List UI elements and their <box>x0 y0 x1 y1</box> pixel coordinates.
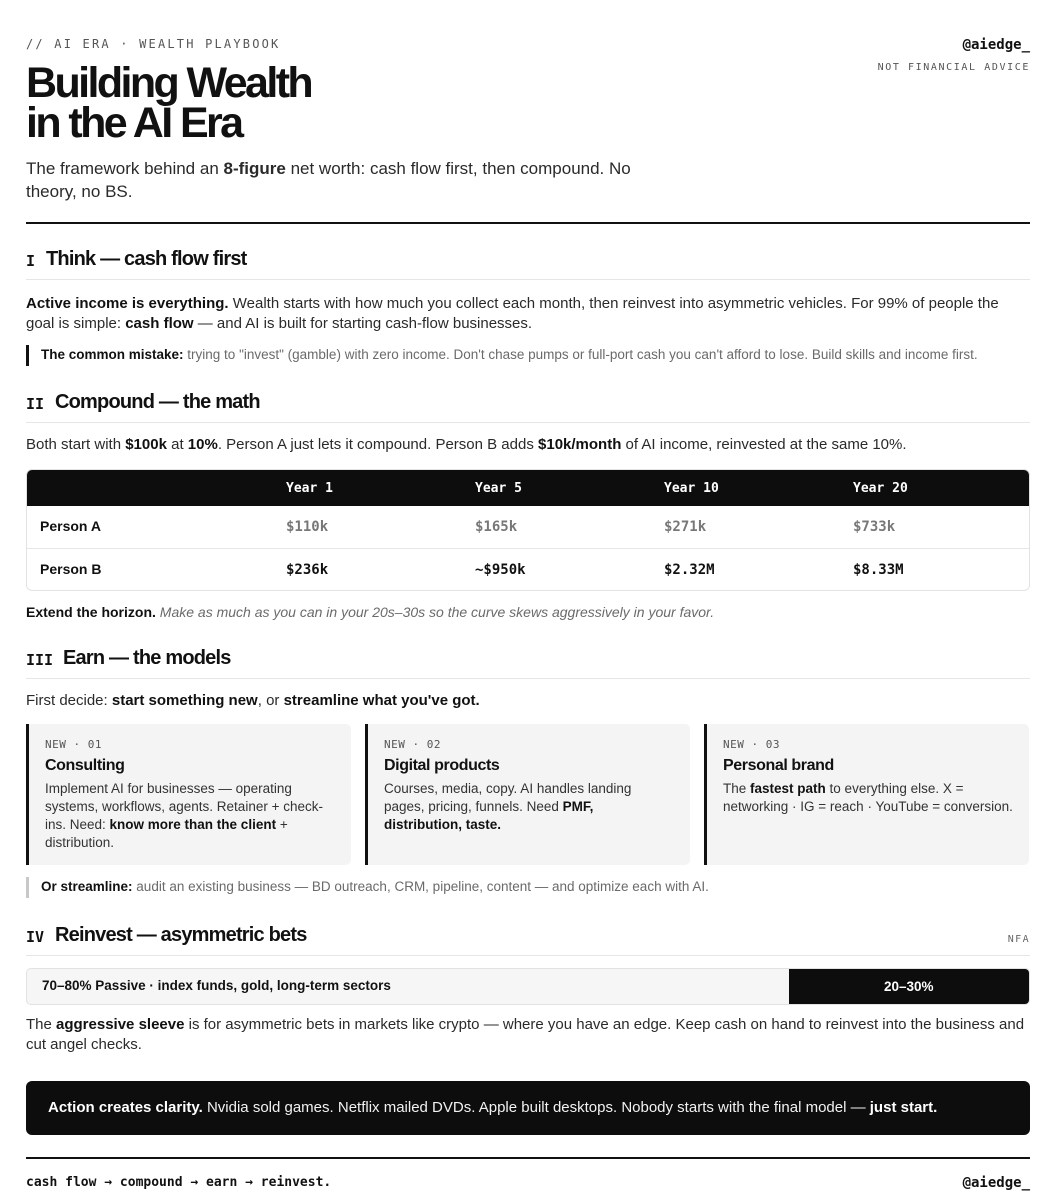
text: Wealth starts with how much you collect each month, then reinvest into asymmetric vehicles. For 99% of people the goal is simple: <box>26 295 999 332</box>
callout-label: The common mistake: <box>41 347 184 362</box>
text: at <box>166 436 188 453</box>
section-heading-compound <box>26 393 1030 423</box>
banner-text: Nvidia sold games. Netflix mailed DVDs. Apple built desktops. Nobody starts with the final model — <box>202 1099 870 1116</box>
card-title: Digital products <box>384 757 500 774</box>
section-number: III <box>26 651 54 669</box>
title-line-1: Building Wealth <box>26 59 312 107</box>
text: — and AI is built for starting cash-flow businesses. <box>193 315 533 332</box>
passive-allocation: 70–80% Passive · index funds, gold, long-term sectors <box>42 978 391 993</box>
column-header: Year 20 <box>853 481 908 496</box>
table-row <box>27 549 1029 591</box>
aggressive-allocation: 20–30% <box>789 969 1029 1004</box>
row-label: Person B <box>40 561 102 577</box>
footer-tagline: cash flow → compound → earn → reinvest. <box>26 1175 332 1190</box>
section-title: Think — cash flow first <box>46 248 247 270</box>
text: to everything else. X = networking · IG = reach · YouTube = conversion. <box>723 781 1013 814</box>
header-divider <box>26 222 1030 224</box>
section-heading-earn <box>26 649 1030 679</box>
card-tag: NEW · 03 <box>723 738 780 751</box>
allocation-bar <box>26 968 1030 1005</box>
reinvest-paragraph <box>26 1015 1030 1055</box>
action-banner <box>26 1081 1030 1135</box>
card-body <box>45 780 335 852</box>
subtitle-highlight: 8-figure <box>223 159 286 178</box>
text: + distribution. <box>45 817 288 850</box>
column-header: Year 10 <box>664 481 719 496</box>
emphasis: PMF, distribution, taste. <box>384 799 594 832</box>
text: of AI income, reinvested at the same 10%. <box>621 436 907 453</box>
emphasis: just start. <box>869 1099 938 1116</box>
card-body <box>723 780 1013 816</box>
column-header: Year 1 <box>286 481 333 496</box>
model-card-personal-brand <box>704 724 1029 865</box>
callout-text: trying to "invest" (gamble) with zero income. Don't chase pumps or full-port cash you can't afford to lose. Build skills and income first. <box>183 347 978 362</box>
horizon-note <box>26 603 1030 621</box>
table-cell: $271k <box>664 519 707 535</box>
text: First decide: <box>26 692 112 709</box>
section-title: Compound — the math <box>55 391 260 413</box>
emphasis: streamline what you've got. <box>283 692 480 709</box>
callout-text: audit an existing business — BD outreach, CRM, pipeline, content — and optimize each with AI. <box>132 879 709 894</box>
table-cell: $2.32M <box>664 562 715 578</box>
model-card-digital-products <box>365 724 690 865</box>
footer-handle[interactable]: @aiedge_ <box>962 1175 1030 1191</box>
table-cell: $733k <box>853 519 896 535</box>
table-row <box>27 506 1029 549</box>
emphasis: Active income is everything. <box>26 295 229 312</box>
model-card-consulting <box>26 724 351 865</box>
emphasis: 10% <box>187 436 218 453</box>
emphasis: know more than the client <box>109 817 277 832</box>
text: Courses, media, copy. AI handles landing pages, pricing, funnels. Need <box>384 781 632 814</box>
emphasis: Action creates clarity. <box>48 1099 203 1116</box>
table-header <box>27 470 1029 506</box>
title-line-2: in the AI Era <box>26 99 242 147</box>
text: is for asymmetric bets in markets like crypto — where you have an edge. Keep cash on hand to reinvest into the business and cut angel checks. <box>26 1016 1025 1053</box>
section-number: IV <box>26 928 45 946</box>
text: . Person A just lets it compound. Person B adds <box>217 436 539 453</box>
section-heading-reinvest <box>26 926 1030 956</box>
emphasis: $10k/month <box>538 436 622 453</box>
text: , or <box>257 692 284 709</box>
card-body <box>384 780 674 834</box>
streamline-callout <box>26 877 1030 898</box>
emphasis: aggressive sleeve <box>56 1016 185 1033</box>
section-title: Earn — the models <box>63 647 231 669</box>
nfa-tag: NFA <box>1007 934 1030 945</box>
card-tag: NEW · 02 <box>384 738 441 751</box>
page-title <box>26 59 446 147</box>
emphasis: cash flow <box>125 315 194 332</box>
text: The <box>26 1016 57 1033</box>
row-label: Person A <box>40 518 101 534</box>
common-mistake-callout <box>26 345 1030 366</box>
callout-label: Or streamline: <box>41 879 133 894</box>
compound-intro <box>26 435 1030 455</box>
subtitle-text: The framework behind an <box>26 159 224 178</box>
card-tag: NEW · 01 <box>45 738 102 751</box>
eyebrow: // AI ERA · WEALTH PLAYBOOK <box>26 37 281 51</box>
author-handle[interactable]: @aiedge_ <box>962 37 1030 53</box>
earn-intro <box>26 691 1030 711</box>
section-heading-think <box>26 250 1030 280</box>
think-paragraph <box>26 294 1030 334</box>
disclaimer: NOT FINANCIAL ADVICE <box>877 62 1030 73</box>
section-number: II <box>26 395 45 413</box>
table-cell: $236k <box>286 562 329 578</box>
table-cell: ~$950k <box>475 562 526 578</box>
card-title: Personal brand <box>723 757 834 774</box>
table-cell: $165k <box>475 519 518 535</box>
emphasis: fastest path <box>750 781 826 796</box>
text: Both start with <box>26 436 126 453</box>
subtitle <box>26 157 646 203</box>
column-header: Year 5 <box>475 481 522 496</box>
emphasis: start something new <box>111 692 258 709</box>
table-cell: $110k <box>286 519 329 535</box>
section-number: I <box>26 252 36 270</box>
section-title: Reinvest — asymmetric bets <box>55 924 307 946</box>
subtitle-text: net worth: cash flow first, then compound. No theory, no BS. <box>26 159 631 201</box>
table-cell: $8.33M <box>853 562 904 578</box>
text: Implement AI for businesses — operating systems, workflows, agents. Retainer + check-ins. Need: <box>45 781 323 832</box>
card-title: Consulting <box>45 757 125 774</box>
compound-table <box>26 469 1030 591</box>
footer-divider <box>26 1157 1030 1159</box>
note-text: Make as much as you can in your 20s–30s so the curve skews aggressively in your favor. <box>155 604 715 620</box>
text: The <box>723 781 751 796</box>
emphasis: $100k <box>125 436 167 453</box>
emphasis: Extend the horizon. <box>26 604 156 620</box>
